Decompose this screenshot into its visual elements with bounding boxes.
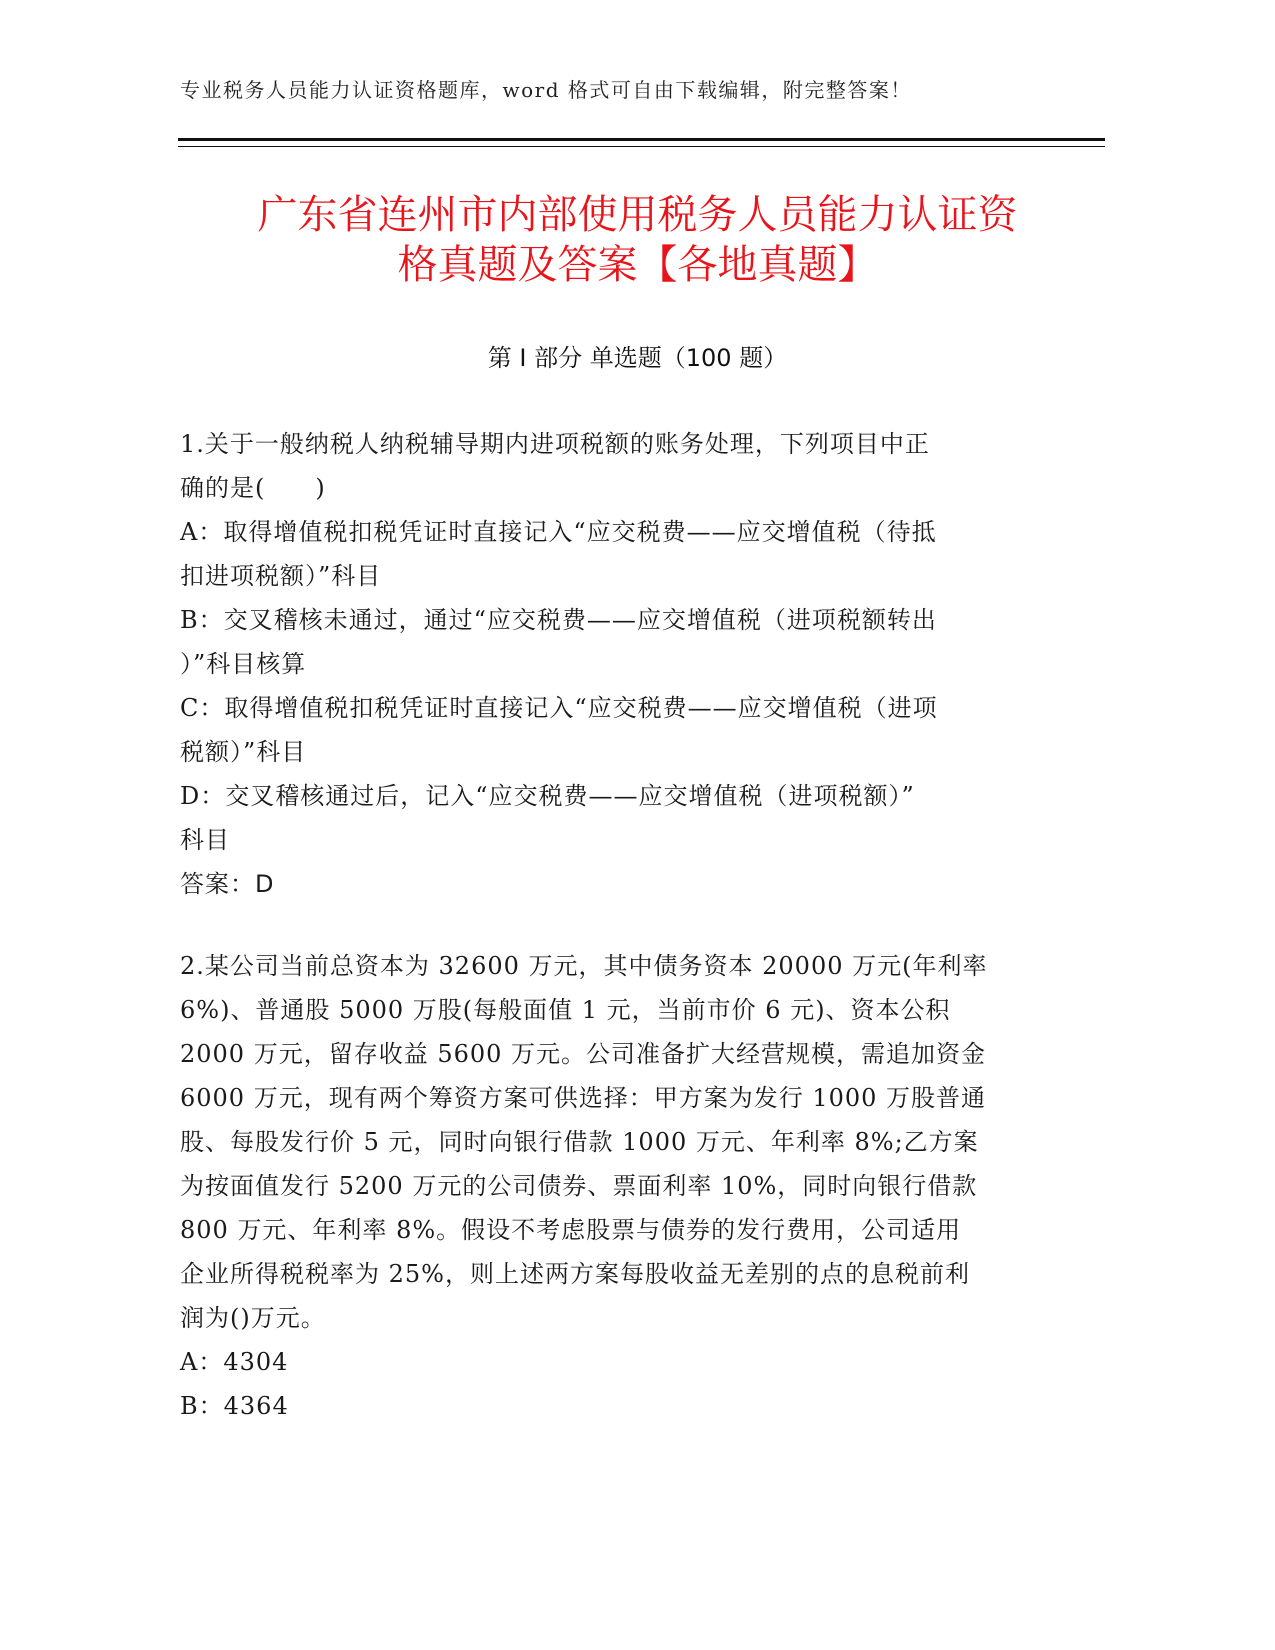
document-title-line-1: 广东省连州市内部使用税务人员能力认证资 bbox=[257, 192, 1018, 238]
question-stem-line: 6%)、普通股 5000 万股(每般面值 1 元，当前市价 6 元)、资本公积 bbox=[180, 996, 951, 1024]
question-1 bbox=[180, 422, 1040, 906]
question-stem-line: 股、每股发行价 5 元，同时向银行借款 1000 万元、年利率 8%;乙方案 bbox=[180, 1128, 979, 1156]
option-d-line: D：交叉稽核通过后，记入“应交税费——应交增值税（进项税额）” bbox=[180, 782, 915, 810]
question-stem-line: 确的是( ) bbox=[180, 474, 326, 502]
answer-label: 答案：D bbox=[180, 870, 275, 898]
section-title: 第 I 部分 单选题（100 题） bbox=[487, 344, 788, 372]
question-2 bbox=[180, 944, 1040, 1428]
question-stem-line: 1.关于一般纳税人纳税辅导期内进项税额的账务处理，下列项目中正 bbox=[180, 430, 930, 458]
question-stem-line: 为按面值发行 5200 万元的公司债券、票面利率 10%，同时向银行借款 bbox=[180, 1172, 978, 1200]
option-b-line: ）”科目核算 bbox=[180, 650, 307, 678]
document-title-line-2: 格真题及答案【各地真题】 bbox=[397, 242, 878, 288]
header-note: 专业税务人员能力认证资格题库，word 格式可自由下载编辑，附完整答案！ bbox=[180, 78, 912, 102]
option-d-line: 科目 bbox=[180, 826, 230, 854]
option-c-line: 税额）”科目 bbox=[180, 738, 307, 766]
option-b-line: B：交叉稽核未通过，通过“应交税费——应交增值税（进项税额转出 bbox=[180, 606, 937, 634]
question-stem-line: 2000 万元，留存收益 5600 万元。公司准备扩大经营规模，需追加资金 bbox=[180, 1040, 987, 1068]
option-c-line: C：取得增值税扣税凭证时直接记入“应交税费——应交增值税（进项 bbox=[180, 694, 938, 722]
question-stem-line: 企业所得税税率为 25%，则上述两方案每股收益无差别的点的息税前利 bbox=[180, 1260, 970, 1288]
document-title bbox=[150, 190, 1125, 290]
question-stem-line: 800 万元、年利率 8%。假设不考虑股票与债券的发行费用，公司适用 bbox=[180, 1216, 962, 1244]
option-a-line: A：4304 bbox=[180, 1348, 289, 1376]
option-a-line: A：取得增值税扣税凭证时直接记入“应交税费——应交增值税（待抵 bbox=[180, 518, 937, 546]
question-stem-line: 6000 万元，现有两个筹资方案可供选择：甲方案为发行 1000 万股普通 bbox=[180, 1084, 987, 1112]
option-a-line: 扣进项税额）”科目 bbox=[180, 562, 382, 590]
header-rule-thick bbox=[178, 138, 1105, 141]
option-b-line: B：4364 bbox=[180, 1392, 289, 1420]
header-rule-thin bbox=[178, 146, 1105, 147]
question-stem-line: 2.某公司当前总资本为 32600 万元，其中债务资本 20000 万元(年利率 bbox=[180, 952, 988, 980]
question-stem-line: 润为()万元。 bbox=[180, 1304, 326, 1332]
